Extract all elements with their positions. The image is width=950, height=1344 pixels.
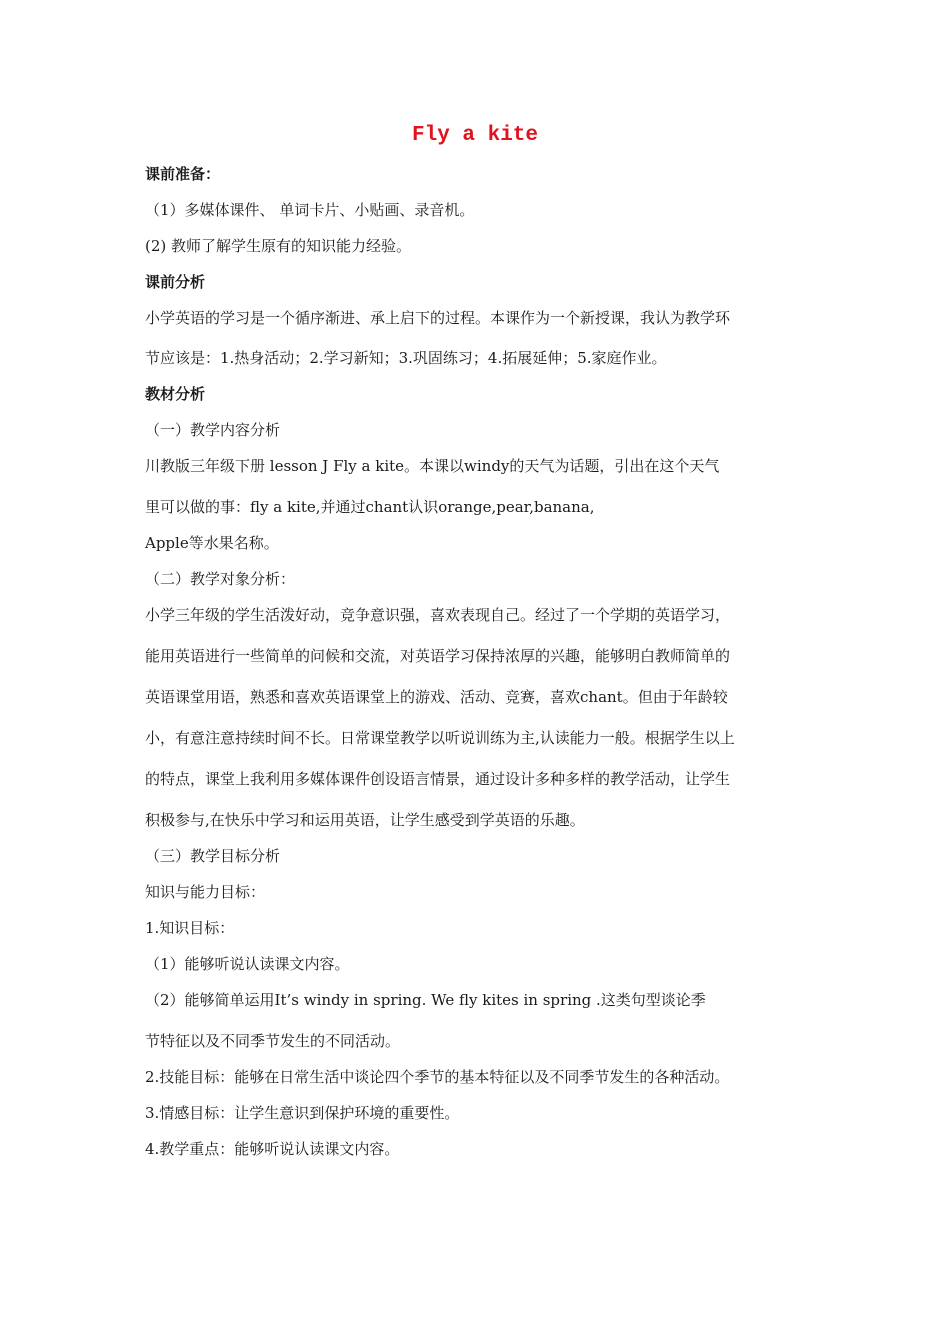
paragraph-line: 节应该是：1.热身活动；2.学习新知；3.巩固练习；4.拓展延伸；5.家庭作业。 xyxy=(145,349,667,367)
heading-material-analysis: 教材分析 xyxy=(145,385,206,403)
subheading-objective-analysis: （三）教学目标分析 xyxy=(145,847,281,865)
paragraph-line: 里可以做的事：fly a kite,并通过chant认识orange,pear,banana, xyxy=(145,498,595,516)
paragraph-line: 能用英语进行一些简单的问候和交流，对英语学习保持浓厚的兴趣，能够明白教师简单的 xyxy=(145,647,731,665)
paragraph-line: 小学英语的学习是一个循序渐进、承上启下的过程。本课作为一个新授课，我认为教学环 xyxy=(145,309,731,327)
paragraph-line: 2.技能目标：能够在日常生活中谈论四个季节的基本特征以及不同季节发生的各种活动。 xyxy=(145,1068,730,1086)
heading-pre-class-prep: 课前准备： xyxy=(145,165,221,183)
paragraph-line: （1）多媒体课件、 单词卡片、小贴画、录音机。 xyxy=(145,201,475,219)
paragraph-line: 川教版三年级下册 lesson J Fly a kite。本课以windy的天气为话题，引出在这个天气 xyxy=(145,457,720,475)
paragraph-line: 知识与能力目标： xyxy=(145,883,266,901)
paragraph-line: (2) 教师了解学生原有的知识能力经验。 xyxy=(145,237,412,255)
subheading-content-analysis: （一）教学内容分析 xyxy=(145,421,281,439)
paragraph-line: 1.知识目标： xyxy=(145,919,235,937)
document-title: Fly a kite xyxy=(411,124,539,147)
paragraph-line: （2）能够简单运用It’s windy in spring. We fly kites in spring .这类句型谈论季 xyxy=(145,991,706,1009)
paragraph-line: 积极参与,在快乐中学习和运用英语，让学生感受到学英语的乐趣。 xyxy=(145,811,585,829)
heading-pre-class-analysis: 课前分析 xyxy=(145,273,206,291)
paragraph-line: （1）能够听说认读课文内容。 xyxy=(145,955,350,973)
paragraph-line: 的特点，课堂上我利用多媒体课件创设语言情景，通过设计多种多样的教学活动，让学生 xyxy=(145,770,731,788)
paragraph-line: 小学三年级的学生活泼好动，竞争意识强，喜欢表现自己。经过了一个学期的英语学习， xyxy=(145,606,731,624)
paragraph-line: Apple等水果名称。 xyxy=(145,534,279,552)
paragraph-line: 节特征以及不同季节发生的不同活动。 xyxy=(145,1032,401,1050)
subheading-student-analysis: （二）教学对象分析： xyxy=(145,570,296,588)
paragraph-line: 英语课堂用语，熟悉和喜欢英语课堂上的游戏、活动、竞赛，喜欢chant。但由于年龄较 xyxy=(145,688,728,706)
paragraph-line: 3.情感目标：让学生意识到保护环境的重要性。 xyxy=(145,1104,460,1122)
paragraph-line: 4.教学重点：能够听说认读课文内容。 xyxy=(145,1140,400,1158)
paragraph-line: 小，有意注意持续时间不长。日常课堂教学以听说训练为主,认读能力一般。根据学生以上 xyxy=(145,729,735,747)
